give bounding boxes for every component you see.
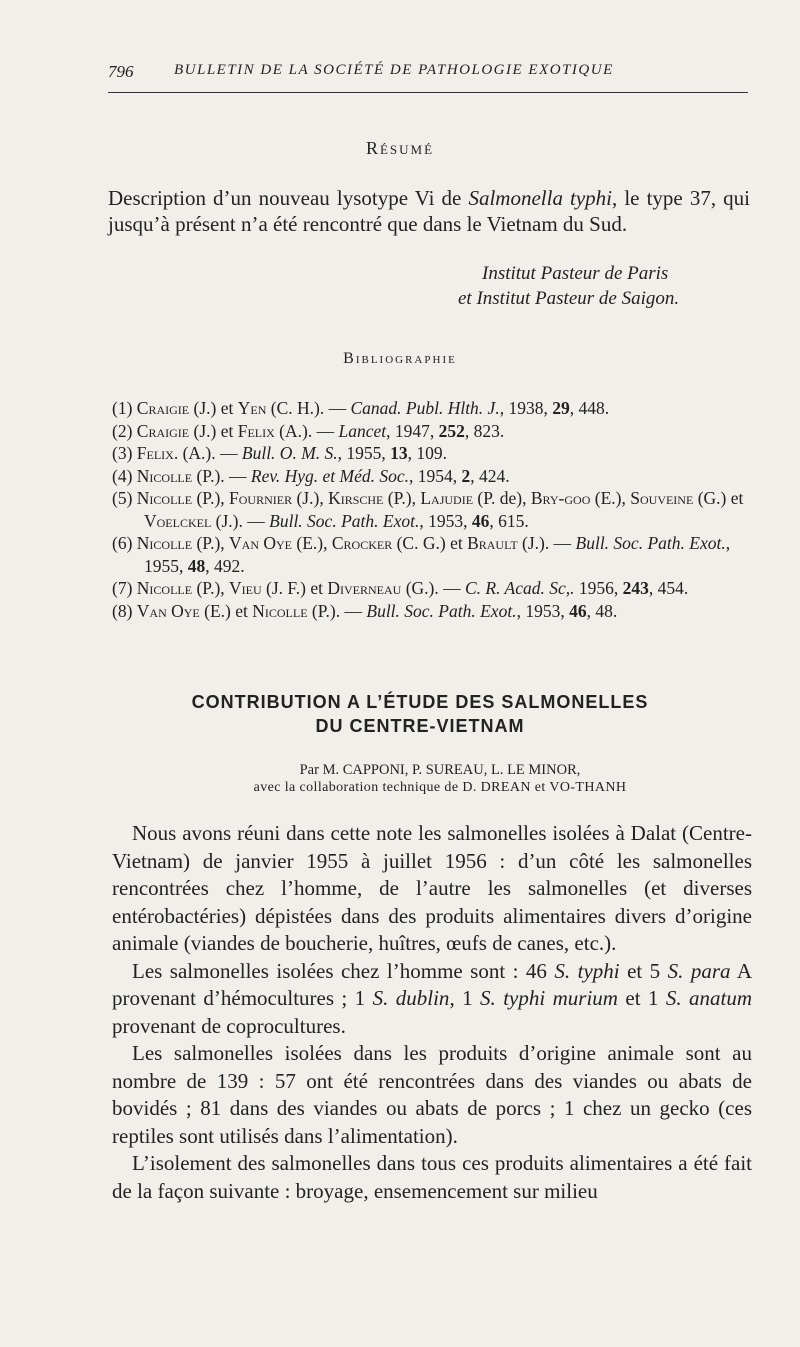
bibliography-heading: Bibliographie — [343, 350, 457, 367]
species-name: Salmonella typhi — [468, 186, 613, 210]
resume-text-part: , le type 37, qui jusqu’à présent n’a été rencontré que dans le Vietnam du Sud. — [108, 186, 750, 236]
reference-item: (1) Craigie (J.) et Yen (C. H.). — Canad. Publ. Hlth. J., 1938, 29, 448. — [112, 398, 610, 418]
reference-item: (4) Nicolle (P.). — Rev. Hyg. et Méd. Soc., 1954, 2, 424. — [112, 465, 510, 486]
reference-item: (2) Craigie (J.) et Felix (A.). — Lancet, 1947, 252, 823. — [112, 420, 505, 441]
article-authors: Par M. CAPPONI, P. SUREAU, L. LE MINOR, — [299, 762, 581, 778]
reference-item: (5) Nicolle (P.), Fournier (J.), Kirsche (P.), Lajudie (P. de), Bry-goo (E.), Souveine (G.) et Voelckel (J.). — Bull. Soc. Path. Exot., 1953, 46, 615. — [112, 488, 744, 531]
reference-item: (8) Van Oye (E.) et Nicolle (P.). — Bull. Soc. Path. Exot., 1953, 46, 48. — [112, 600, 618, 621]
reference-item: (3) Felix. (A.). — Bull. O. M. S., 1955, 13, 109. — [112, 443, 448, 463]
resume-text — [108, 186, 750, 237]
article-collaborators: avec la collaboration technique de D. DREAN et VO-THANH — [253, 780, 627, 795]
reference-item: (7) Nicolle (P.), Vieu (J. F.) et Diverneau (G.). — C. R. Acad. Sc,. 1956, 243, 454. — [112, 578, 689, 598]
article-title-line-2: DU CENTRE-VIETNAM — [315, 716, 525, 736]
journal-title: BULLETIN DE LA SOCIÉTÉ DE PATHOLOGIE EXOTIQUE — [174, 62, 614, 78]
reference-item: (6) Nicolle (P.), Van Oye (E.), Crocker (C. G.) et Brault (J.). — Bull. Soc. Path. Exot., 1955, 48, 492. — [112, 533, 731, 576]
reference-list — [112, 397, 760, 622]
affiliation-paris: Institut Pasteur de Paris — [482, 263, 669, 284]
page-number: 796 — [108, 62, 134, 81]
paragraph: Les salmonelles isolées dans les produits d’origine animale sont au nombre de 139 : 57 ont été rencontrées dans des viandes ou abats de bovidés ; 81 dans des viandes ou abats de porcs ; 1 chez un gecko (ces reptiles sont utilisés dans l’alimentation). — [112, 1041, 752, 1148]
paragraph: L’isolement des salmonelles dans tous ces produits alimentaires a été fait de la façon suivante : broyage, ensemencement sur milieu — [112, 1151, 752, 1203]
article-title-line-1: CONTRIBUTION A L’ÉTUDE DES SALMONELLES — [191, 692, 649, 712]
resume-text-part: Description d’un nouveau lysotype Vi de — [108, 186, 469, 210]
header-rule — [108, 92, 748, 93]
resume-heading: Résumé — [365, 138, 435, 158]
paragraph: Les salmonelles isolées chez l’homme sont : 46 S. typhi et 5 S. para A provenant d’hémocultures ; 1 S. dublin, 1 S. typhi murium et 1 S. anatum provenant de coprocultures. — [112, 958, 753, 1038]
paragraph: Nous avons réuni dans cette note les salmonelles isolées à Dalat (Centre-Vietnam) de janvier 1955 à juillet 1956 : d’un côté les salmonelles rencontrées chez l’homme, de l’autre les salmonelles (et diverses entérobactéries) dépistées dans des produits alimentaires divers d’origine animale (viandes de boucherie, huîtres, œufs de canes, etc.). — [112, 821, 752, 955]
article-body — [112, 820, 752, 1205]
running-header — [108, 62, 758, 92]
affiliation-saigon: et Institut Pasteur de Saigon. — [458, 288, 680, 309]
